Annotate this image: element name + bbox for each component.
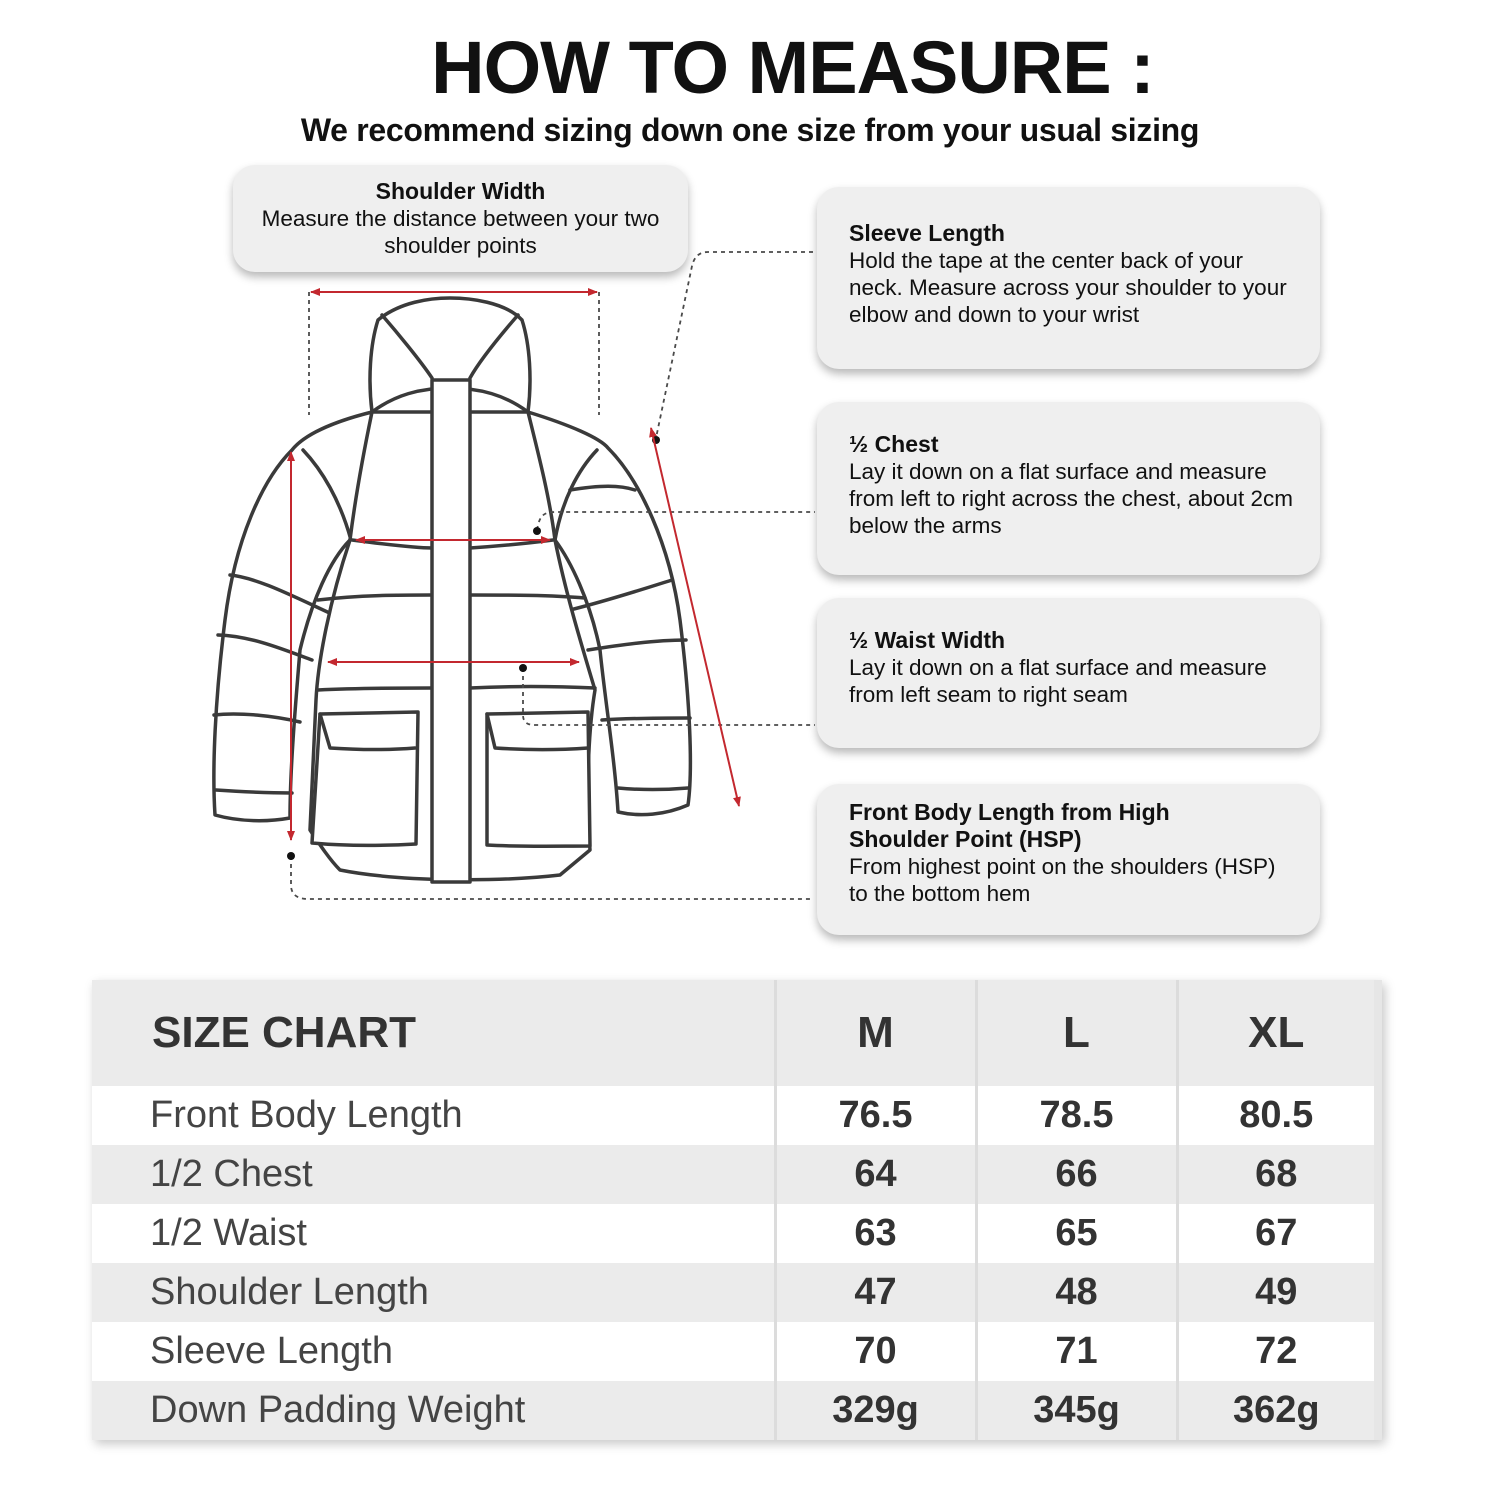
card-title: ½ Chest	[849, 431, 939, 457]
table-row	[92, 1322, 1378, 1381]
left-pocket	[312, 712, 418, 845]
row-label: Sleeve Length	[92, 1322, 775, 1381]
value-m: 76.5	[775, 1086, 976, 1145]
value-l: 48	[976, 1263, 1177, 1322]
value-l: 345g	[976, 1381, 1177, 1440]
table-header-row	[92, 980, 1378, 1086]
page-title: HOW TO MEASURE :	[431, 26, 1154, 109]
card-body: Lay it down on a flat surface and measure from left seam to right seam	[849, 655, 1267, 707]
value-m: 63	[775, 1204, 976, 1263]
value-m: 47	[775, 1263, 976, 1322]
size-header-xl: XL	[1177, 980, 1378, 1086]
table-row	[92, 1204, 1378, 1263]
row-label: 1/2 Waist	[92, 1204, 775, 1263]
table-row	[92, 1381, 1378, 1440]
value-xl: 80.5	[1177, 1086, 1378, 1145]
size-header-l: L	[976, 980, 1177, 1086]
shoulder-width-card	[233, 165, 688, 272]
value-m: 64	[775, 1145, 976, 1204]
size-chart-table	[92, 980, 1382, 1440]
card-title: Front Body Length from High Shoulder Point (HSP)	[849, 799, 1170, 852]
card-title: Sleeve Length	[849, 220, 1005, 246]
jacket-outline	[214, 298, 690, 882]
value-l: 66	[976, 1145, 1177, 1204]
front-body-length-card	[817, 784, 1320, 935]
table-row	[92, 1145, 1378, 1204]
value-xl: 68	[1177, 1145, 1378, 1204]
value-l: 71	[976, 1322, 1177, 1381]
page-subtitle: We recommend sizing down one size from your usual sizing	[300, 112, 1200, 148]
card-title: Shoulder Width	[375, 178, 546, 204]
value-xl: 72	[1177, 1322, 1378, 1381]
value-l: 65	[976, 1204, 1177, 1263]
right-pocket	[487, 712, 590, 846]
half-waist-card	[817, 598, 1320, 748]
row-label: Shoulder Length	[92, 1263, 775, 1322]
size-header-m: M	[775, 980, 976, 1086]
row-label: 1/2 Chest	[92, 1145, 775, 1204]
half-chest-card	[817, 402, 1320, 575]
card-body: From highest point on the shoulders (HSP) to the bottom hem	[849, 854, 1276, 906]
card-body: Hold the tape at the center back of your neck. Measure across your shoulder to your elbow and down to your wrist	[849, 248, 1287, 327]
table-row	[92, 1263, 1378, 1322]
value-m: 70	[775, 1322, 976, 1381]
row-label: Down Padding Weight	[92, 1381, 775, 1440]
row-label: Front Body Length	[92, 1086, 775, 1145]
value-xl: 362g	[1177, 1381, 1378, 1440]
sleeve-length-card	[817, 187, 1320, 369]
value-m: 329g	[775, 1381, 976, 1440]
value-xl: 67	[1177, 1204, 1378, 1263]
card-body: Measure the distance between your two shoulder points	[261, 206, 660, 258]
table-row	[92, 1086, 1378, 1145]
card-title: ½ Waist Width	[849, 627, 1006, 653]
value-l: 78.5	[976, 1086, 1177, 1145]
zipper-placket	[432, 380, 470, 882]
card-body: Lay it down on a flat surface and measure from left to right across the chest, about 2cm below the arms	[849, 459, 1293, 538]
value-xl: 49	[1177, 1263, 1378, 1322]
size-chart-heading: SIZE CHART	[92, 980, 775, 1086]
